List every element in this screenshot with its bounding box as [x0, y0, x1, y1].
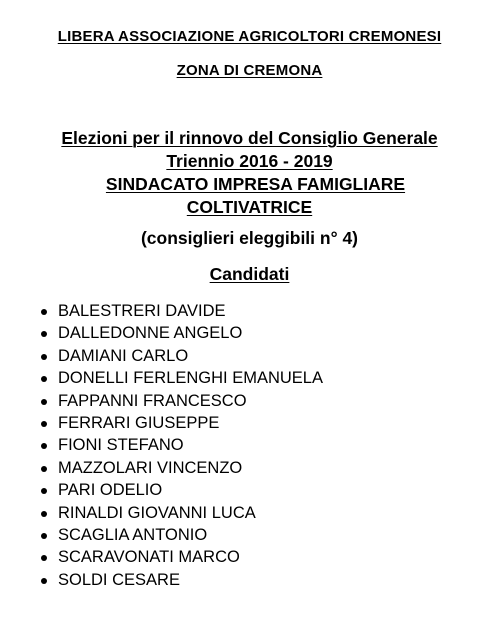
candidate-name: FAPPANNI FRANCESCO — [58, 391, 247, 410]
bullet-icon — [41, 533, 47, 539]
list-item — [38, 434, 323, 456]
bullet-icon — [41, 578, 47, 584]
candidate-list — [38, 300, 323, 591]
list-item — [38, 546, 323, 568]
eligible-councillors-note: (consiglieri eleggibili n° 4) — [140, 228, 359, 248]
candidate-name: DAMIANI CARLO — [58, 346, 189, 365]
list-item — [38, 412, 323, 434]
list-item — [38, 300, 323, 322]
bullet-icon — [41, 511, 47, 517]
list-item — [38, 322, 323, 344]
bullet-icon — [41, 443, 47, 449]
list-item — [38, 524, 323, 546]
list-item — [38, 457, 323, 479]
zone-name: ZONA DI CREMONA — [176, 62, 323, 79]
candidate-name: SOLDI CESARE — [58, 570, 180, 589]
candidate-name: DALLEDONNE ANGELO — [58, 324, 243, 343]
candidates-heading: Candidati — [209, 264, 290, 284]
list-item — [38, 367, 323, 389]
union-name-line1: SINDACATO IMPRESA FAMIGLIARE — [105, 174, 406, 194]
candidate-name: FIONI STEFANO — [58, 436, 184, 455]
candidate-name: BALESTRERI DAVIDE — [58, 302, 226, 320]
bullet-icon — [41, 331, 47, 337]
union-name-line2: COLTIVATRICE — [186, 197, 313, 217]
list-item — [38, 345, 323, 367]
bullet-icon — [41, 466, 47, 472]
list-item — [38, 479, 323, 501]
bullet-icon — [41, 555, 47, 561]
bullet-icon — [41, 354, 47, 360]
list-item — [38, 569, 323, 591]
candidate-name: DONELLI FERLENGHI EMANUELA — [58, 369, 323, 388]
association-name: LIBERA ASSOCIAZIONE AGRICOLTORI CREMONESI — [57, 28, 442, 45]
bullet-icon — [41, 399, 47, 405]
bullet-icon — [41, 376, 47, 382]
candidate-name: PARI ODELIO — [58, 481, 163, 500]
candidate-name: MAZZOLARI VINCENZO — [58, 458, 243, 477]
election-title: Elezioni per il rinnovo del Consiglio Generale — [61, 128, 438, 148]
candidate-name: FERRARI GIUSEPPE — [58, 413, 220, 432]
bullet-icon — [41, 309, 47, 315]
list-item — [38, 502, 323, 524]
candidate-name: SCAGLIA ANTONIO — [58, 525, 208, 544]
candidate-name: RINALDI GIOVANNI LUCA — [58, 503, 256, 522]
candidate-name: SCARAVONATI MARCO — [58, 548, 240, 567]
election-term: Triennio 2016 - 2019 — [166, 151, 333, 171]
bullet-icon — [41, 421, 47, 427]
list-item — [38, 390, 323, 412]
bullet-icon — [41, 488, 47, 494]
